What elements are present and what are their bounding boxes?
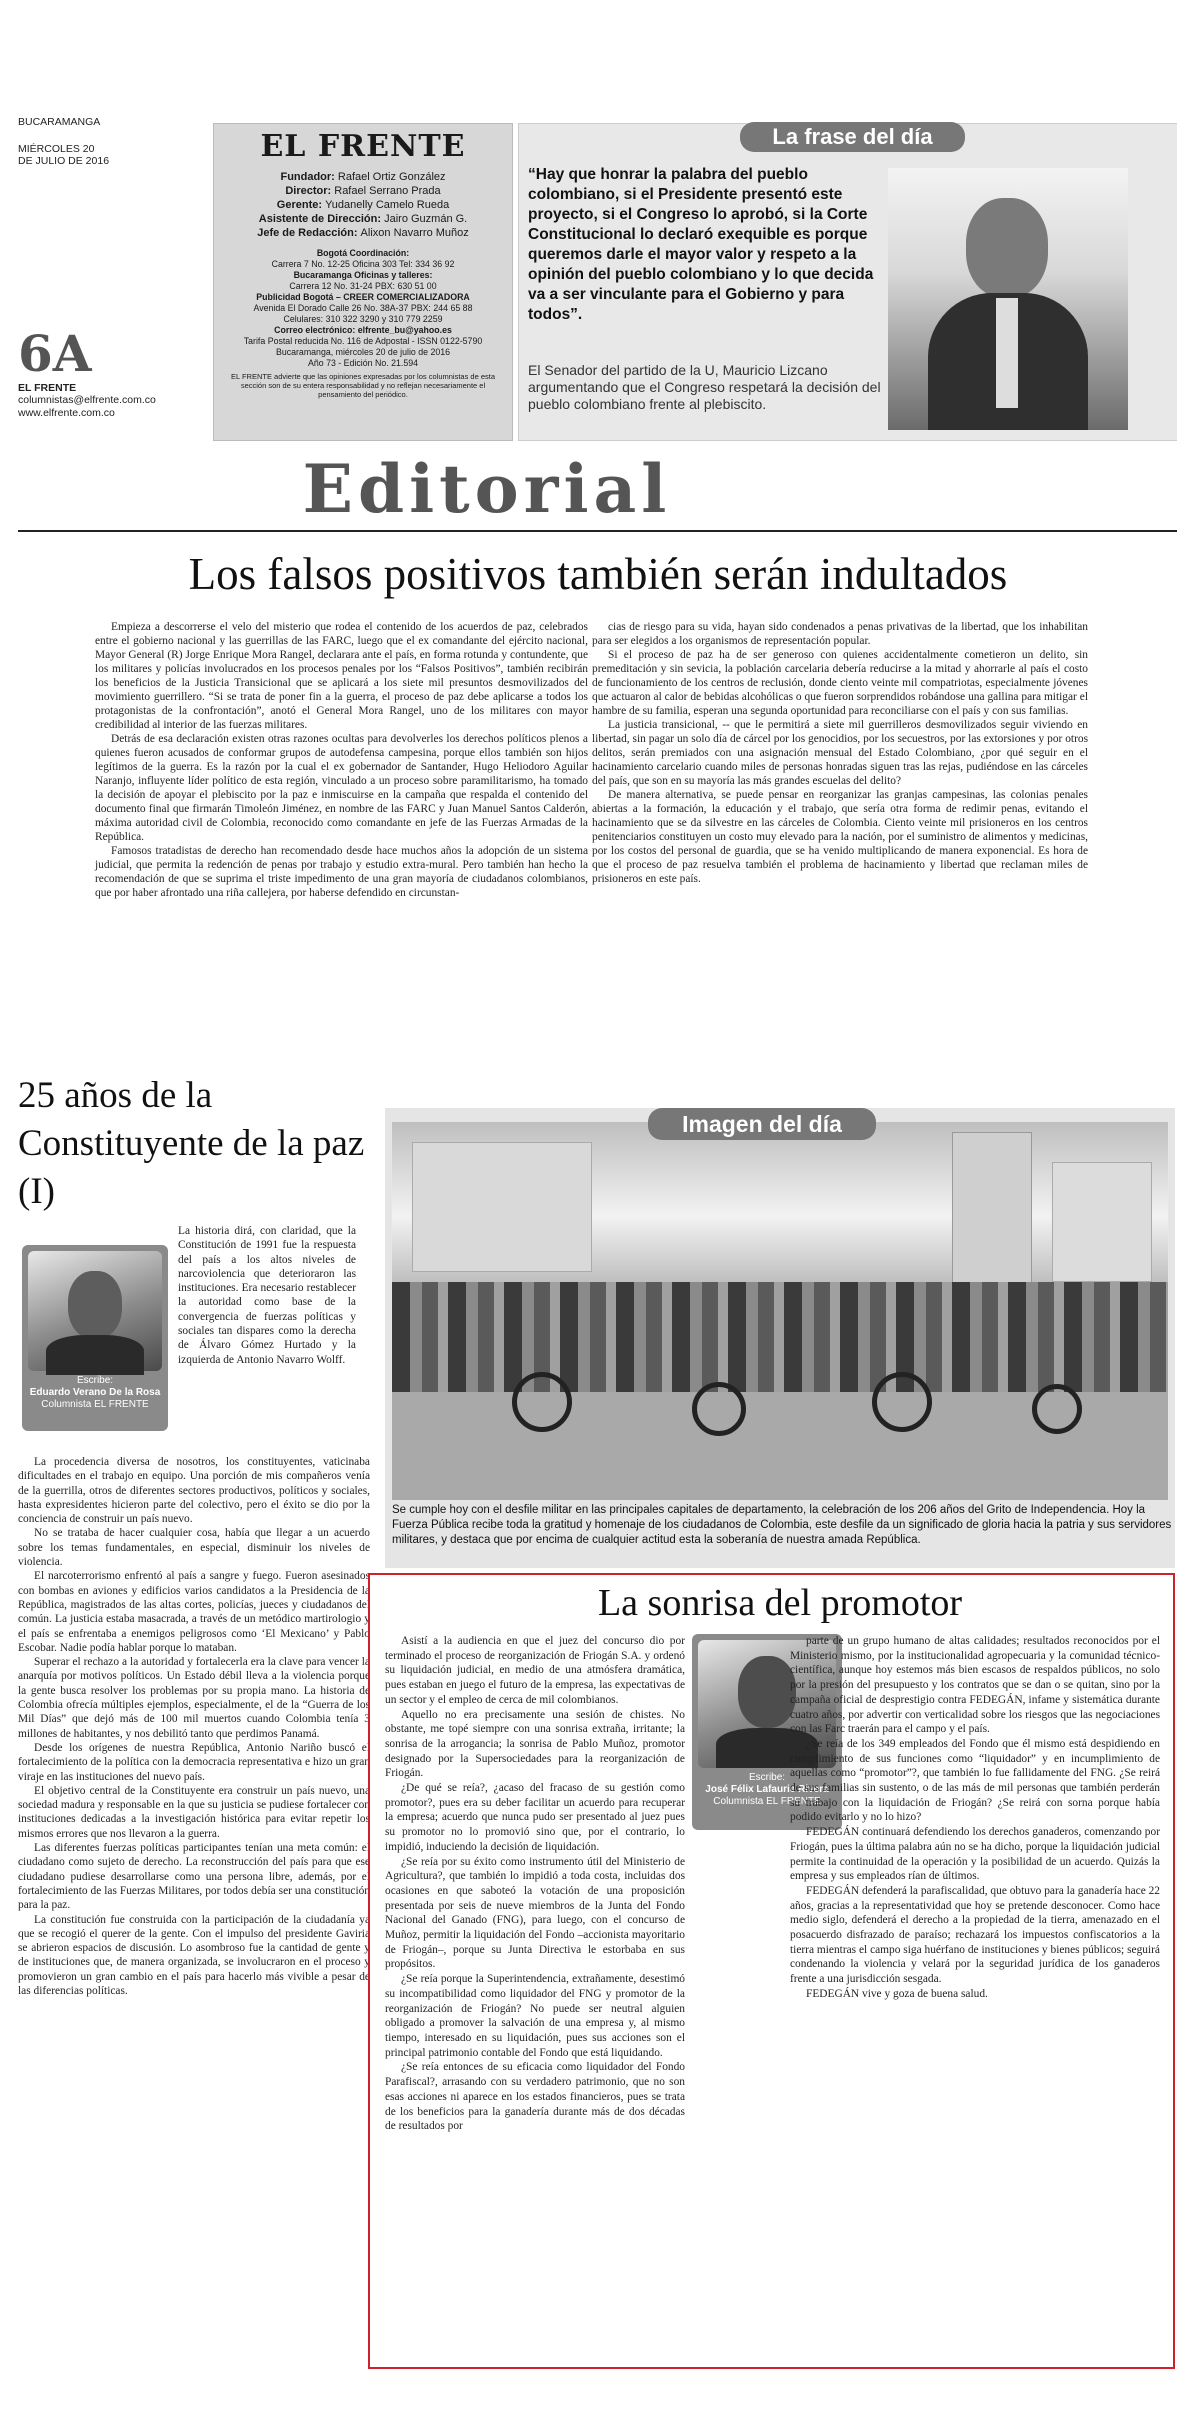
column1-body — [18, 1455, 370, 1998]
frase-label: La frase del día — [740, 122, 965, 152]
paragraph: Las diferentes fuerzas políticas participantes tenían una meta común: el ciudadano como sujeto de derecho. La reconstrucción del país para que ese ciudadano pudiese desarrollarse como una persona libre, además, por el fortalecimiento de las Fuerzas Militares, por todos debía ser una constitución para la paz. — [18, 1842, 370, 1912]
city: BUCARAMANGA — [18, 116, 101, 128]
staff-line — [222, 170, 504, 184]
paragraph: ¿Se reía entonces de su eficacia como liquidador del Fondo Parafiscal?, arrasando con su verdadero patrimonio, que no son esas acciones ni aparece en los estados financieros, pues se trata de los beneficios para la ganadería durante más de dos décadas de resultados por — [385, 2061, 685, 2133]
contact-line: Bogotá Coordinación: — [316, 248, 410, 258]
contact-line: Año 73 - Edición No. 21.594 — [307, 358, 419, 368]
author-label: Escribe: — [748, 1772, 786, 1783]
contact-line: Correo electrónico: elfrente_bu@yahoo.es — [274, 325, 452, 335]
editorial-col1 — [95, 620, 588, 900]
disclaimer: EL FRENTE advierte que las opiniones expresadas por los columnistas de esta sección son de su entera responsabilidad y no reflejan necesariamente el pensamiento del periódico. — [230, 372, 496, 399]
editorial-col2 — [592, 620, 1088, 886]
web-link[interactable]: www.elfrente.com.co — [18, 406, 115, 419]
date-line: DE JULIO DE 2016 — [18, 155, 110, 167]
contact-line: Avenida El Dorado Calle 26 No. 38A-37 PBX: 244 65 88 — [253, 303, 473, 313]
masthead-box — [213, 123, 513, 441]
contact-line: Bucaramanga Oficinas y talleres: — [293, 270, 433, 280]
author-label: Escribe: — [76, 1375, 114, 1386]
paragraph: FEDEGÁN continuará defendiendo los derechos ganaderos, comenzando por Friogán, pues la última palabra aún no se ha dicho, porque la liquidación judicial permite la continuidad de la operación y la posibilidad de un acuerdo. Quizás la empresa y sus empleados rían de últimos. — [790, 1826, 1160, 1883]
page-number: 6A — [18, 323, 92, 383]
contact-line: Carrera 12 No. 31-24 PBX: 630 51 00 — [289, 281, 437, 291]
staff-name: Jairo Guzmán G. — [384, 213, 468, 225]
column1-headline: 25 años de la Constituyente de la paz (I) — [18, 1075, 365, 1212]
paragraph: FEDEGÁN defenderá la parafiscalidad, que obtuvo para la ganadería hace 22 años, gracias a la representatividad que hoy se pretende desconocer. Como hace medio siglo, defenderá el derecho a la propiedad de la tierra, amenazado en el posacuerdo disfrazado de paraíso; rechazará los impuestos confiscatorios a la tierra mientras el campo siga huérfano de instituciones y bienes públicos; seguirá condenando la violencia y velará por la seguridad jurídica de los ganaderos frente a una jurisdicción sesgada. — [790, 1884, 1160, 1986]
header-left — [18, 116, 208, 419]
paragraph: ¿Se reía por su éxito como instrumento útil del Ministerio de Agricultura?, que también lo impidió a toda costa, incluidas dos ocasiones en que saboteó la votación de una proposición presentada por seis de nueve miembros de la Junta del Fondo Nacional del Ganado (FNG), para luego, con el concurso de Muñoz, permitir la liquidación del Fondo –accionista mayoritario de Friogán–, porque su Junta Directiva le estorbaba en sus propósitos. — [385, 1855, 685, 1971]
paragraph: Si el proceso de paz ha de ser generoso con quienes accidentalmente cometieron un delito, sin premeditación y sin sevicia, la población carcelaria debería reducirse a la mitad y ahorrarle al país el costo de funcionamiento de los centros de reclusión, donde ciento veinte mil compatriotas, especialmente jóvenes que actuaron al calor de bebidas alcohólicas o que fueron sorprendidos robándose una gallina para mitigar el hambre de su familia, esperan una segunda oportunidad para reconciliarse con el país y con sus familias. — [592, 649, 1088, 717]
paragraph: Desde los orígenes de nuestra República, Antonio Nariño buscó el fortalecimiento de la política con la democracia representativa e hizo un gran viraje en las instituciones del nuevo país. — [18, 1741, 370, 1783]
paragraph: ¿De qué se reía?, ¿acaso del fracaso de su gestión como promotor?, pues era su deber facilitar un acuerdo para recuperar la empresa; acuerdo que nunca pudo ser presentado al juez pues su promotor no lo promovió sino que, por el contrario, lo impidió, induciendo la decisión de liquidación. — [385, 1782, 685, 1853]
paragraph: cias de riesgo para su vida, hayan sido condenados a penas privativas de la libertad, que los inhabilitan para ser elegidos a los organismos de representación popular. — [592, 621, 1088, 647]
author-card — [22, 1245, 168, 1431]
column1-intro: La historia dirá, con claridad, que la Constitución de 1991 fue la respuesta del país a los altos niveles de narcoviolencia que deterioraron las instituciones. Era necesario restablecer la autoridad como base de la convergencia de fuerzas políticas y sociales tan dispares como la derecha de Álvaro Gómez Hurtado y la izquierda de Antonio Navarro Wolff. — [178, 1225, 356, 1366]
staff-name: Rafael Ortiz González — [337, 171, 446, 183]
staff-role: Gerente: — [276, 199, 326, 211]
paragraph: ¿Se reía de los 349 empleados del Fondo que él mismo está despidiendo en cumplimiento de sus funciones como “liquidador” y en incumplimiento de aquellas como “promotor”?, que también lo fue fallidamente del FNG. ¿Se reirá de sus familias sin sustento, o de las más de mil personas que también perderán su trabajo con la liquidación de Friogán? ¿Se reirá con sorna porque había podido evitarlo y no lo hizo? — [790, 1737, 1160, 1824]
staff-list — [222, 170, 504, 240]
paragraph: Detrás de esa declaración existen otras razones ocultas para devolverles los derechos políticos plenos a quienes fueron acusados de conformar grupos de autodefensa campesina, porque ellos también son hijos legítimos de la guerra. Es la razón por la cual el ex gobernador de Santander, Hugo Heliodoro Aguilar Naranjo, influyente líder político de esta región, vinculado a un proceso sobre paramilitarismo, ha tomado la decisión de apoyar el plebiscito por la paz e inmiscuirse en la campaña que respalda el contenido del documento final que firmarán Timoleón Jiménez, en nombre de las FARC y Juan Manuel Santos Calderón, máxima autoridad civil de Colombia, reconocido como comandante en jefe de las Fuerzas Armadas de la República. — [95, 733, 588, 843]
paragraph: La procedencia diversa de nosotros, los constituyentes, vaticinaba dificultades en el trabajo en equipo. Una porción de mis compañeros venía de la guerrilla, otros de diferentes sectores productivos, políticos y sociales, hasta expresidentes hicieron parte del colectivo, pero el éxito se dio por la conciencia de construir un país nuevo. — [18, 1456, 370, 1526]
paragraph: No se trataba de hacer cualquier cosa, había que llegar a un acuerdo sobre los temas fundamentales, en especial, disminuir los niveles de violencia. — [18, 1527, 370, 1569]
staff-line — [222, 226, 504, 240]
section-title: Editorial — [302, 450, 672, 528]
frase-quote: “Hay que honrar la palabra del pueblo colombiano, si el Presidente presentó este proyecto, si el Congreso lo aprobó, si la Corte Constitucional lo declaró exequible es porque queremos darle el mayor valor y respeto a la opinión del pueblo colombiano y lo que decida va a ser vinculante para el Gobierno y para todos”. — [528, 166, 874, 323]
paragraph: Aquello no era precisamente una sesión de chistes. No obstante, me topé siempre con una sonrisa extraña, irritante; la sonrisa de la arrogancia; la sonrisa de Pablo Muñoz, promotor designado por la Supersociedades para la reorganización de Friogán. — [385, 1708, 685, 1780]
frase-attribution: El Senador del partido de la U, Mauricio Lizcano argumentando que el Congreso respetará la decisión del pueblo colombiano frente al plebiscito. — [528, 362, 881, 412]
staff-line — [222, 212, 504, 226]
staff-name: Rafael Serrano Prada — [334, 185, 441, 197]
masthead-title: EL FRENTE — [260, 129, 466, 164]
paragraph: El objetivo central de la Constituyente era construir un país nuevo, una sociedad madura y responsable en la que su justicia se pudiese fortalecer con instituciones dedicadas a la investigación histórica para evitar repetir los mismos errores que nos llevaron a la guerra. — [18, 1784, 370, 1840]
contact-line: Publicidad Bogotá – CREER COMERCIALIZADORA — [256, 292, 470, 302]
author-role: Columnista EL FRENTE — [41, 1399, 149, 1410]
contact-line: Celulares: 310 322 3290 y 310 779 2259 — [283, 314, 443, 324]
staff-role: Director: — [285, 185, 335, 197]
column2-headline: La sonrisa del promotor — [597, 1582, 963, 1624]
contact-line: Bucaramanga, miércoles 20 de julio de 2016 — [275, 347, 451, 357]
column2-col2 — [790, 1634, 1160, 2002]
staff-line — [222, 198, 504, 212]
contact-list — [222, 248, 504, 369]
paragraph: La constitución fue construida con la participación de la ciudadanía ya que se recogió el querer de la gente. Con el impulso del presidente Gaviria se abrieron espacios de discusión. Lo asombroso fue la cantidad de gente y de instituciones que, de manera organizada, se involucraron en el proceso y promovieron un gran cambio en el país para hacerlo más vivible a pesar de las diferencias políticas. — [18, 1913, 370, 1997]
contact-line: Carrera 7 No. 12-25 Oficina 303 Tel: 334 36 92 — [271, 259, 455, 269]
paragraph: Famosos tratadistas de derecho han recomendado desde hace muchos años la adopción de un sistema judicial, que permita la redención de penas por trabajo y estudio extra-mural. Pero también han hecho la recomendación de que se suprima el triste impedimento de una gran mayoría de ciudadanos colombianos, que por haber afrontado una riña callejera, por haberse defendido en circunstan- — [95, 845, 588, 899]
paragraph: El narcoterrorismo enfrentó al país a sangre y fuego. Fueron asesinados con bombas en aviones y edificios varios candidatos a la Presidencia de la República, magistrados de las altas cortes, policías, jueces y ciudadanos del común. La justicia estaba masacrada, a través de un metódico martirologio y el país se enfrentaba a enemigos peligrosos como ‘El Mexicano’ y Pablo Escobar. Nadie podía hablar porque lo mataban. — [18, 1570, 370, 1654]
author-name: José Félix Lafaurie Rivera — [705, 1784, 829, 1795]
staff-role: Asistente de Dirección: — [258, 213, 385, 225]
date-line: MIÉRCOLES 20 — [18, 142, 95, 155]
imagen-label: Imagen del día — [648, 1108, 876, 1140]
paragraph: Asistí a la audiencia en que el juez del concurso dio por terminado el proceso de reorganización de Friogán S.A. y ordenó su liquidación judicial, en medio de una atmósfera dramática, pues estaban en juego el futuro de la empresa, las expectativas de un sector y el empleo de cerca de mil colombianos. — [385, 1635, 685, 1706]
author-role: Columnista EL FRENTE — [713, 1796, 821, 1807]
parade-photo — [392, 1122, 1168, 1500]
paragraph: parte de un grupo humano de altas calidades; resultados reconocidos por el Ministerio mismo, por la institucionalidad agropecuaria y la comunidad técnico-científica, aunque hoy estemos más bien escasos de respaldos públicos, no solo por la presión del presupuesto y los contratos que se dan o se quitan, sino por la campaña oficial de desprestigio contra FEDEGÁN, infame y sistemática durante cuatro años, por advertir con verticalidad sobre los riesgos que las negociaciones con las Farc traerán para el campo y el país. — [790, 1635, 1160, 1736]
paragraph: Empieza a descorrerse el velo del misterio que rodea el contenido de los acuerdos de paz, celebrados entre el gobierno nacional y las guerrillas de las FARC, luego que el ex comandante del ejército nacional, Mayor General (R) Jorge Enrique Mora Rangel, declarara ante el país, en forma rotunda y contundente, que los militares y policías involucrados en los procesos penales por los “Falsos Positivos”, también recibirán los beneficios de la Justicia Transicional que se aplicará a los siete mil presuntos desmovilizados del movimiento guerrillero. “Si se trata de poner fin a la guerra, el proceso de paz debe aplicarse a todos los protagonistas de la confrontación”, anotó el General Mora Rangel, uno de los militares con mayor credibilidad al interior de las fuerzas militares. — [95, 621, 588, 731]
staff-line — [222, 184, 504, 198]
paragraph: ¿Se reía porque la Superintendencia, extrañamente, desestimó su incompatibilidad como liquidador del FNG y promotor de la reorganización de Friogán? No puede ser neutral alguien obligado a promover la salvación de una empresa y, al mismo tiempo, interesado en su liquidación, pues sus acciones son el principal patrimonio contable del Fondo que está liquidando. — [385, 1973, 685, 2059]
paragraph: Superar el rechazo a la autoridad y fortalecerla era la clave para vencer la anarquía por motivos políticos. Un Estado débil lleva a la violencia porque la gente busca resolver los problemas por su propia mano. La historia de Colombia ofrecía múltiples ejemplos, especialmente, el de la “Guerra de los Mil Días” que dejó más de 100 mil muertos cuando Colombia tenía 3 millones de habitantes, y nos debilitó tanto que perdimos Panamá. — [18, 1656, 370, 1740]
editorial-headline: Los falsos positivos también serán indultados — [188, 549, 1008, 599]
email-link[interactable]: columnistas@elfrente.com.co — [18, 394, 156, 406]
author-photo — [28, 1251, 162, 1371]
paragraph: La justicia transicional, -- que le permitirá a siete mil guerrilleros desmovilizados seguir viviendo en libertad, sin pagar un solo día de cárcel por los genocidios, por los secuestros, por las extorsiones y por otros delitos, serán premiados con una asignación mensual del Estado Colombiano, ¿por qué seguir en el hacinamiento carcelario cuando miles de personas honradas siguen tras las rejas, pudiéndose en las cárceles del país, que son en su mayoría las más grandes escuelas del delito? — [592, 719, 1088, 787]
imagen-caption: Se cumple hoy con el desfile militar en las principales capitales de departamento, la celebración de los 206 años del Grito de Independencia. Hoy la Fuerza Pública recibe toda la gratitud y homenaje de los ciudadanos de Colombia, este desfile da un significado de gloria hacia la patria y sus servidores militares, y destaca que por encima de cualquier actitud esta la soberanía de nuestra amada República. — [392, 1504, 1172, 1546]
contact-line: Tarifa Postal reducida No. 116 de Adpostal - ISSN 0122-5790 — [243, 336, 483, 346]
section-rule — [18, 530, 1177, 532]
author-name: Eduardo Verano De la Rosa — [29, 1387, 161, 1398]
staff-name: Yudanelly Camelo Rueda — [325, 199, 450, 211]
column2-col1 — [385, 1634, 685, 2134]
paragraph: De manera alternativa, se puede pensar en reorganizar las granjas campesinas, las colonias penales abiertas a la formación, la educación y el trabajo, que sería otra forma de redimir penas, evitando el hacinamiento que se da silvestre en las cárceles de Colombia. Ciento veinte mil prisioneros en los centros penitenciarios constituyen un costo muy elevado para la nación, por el suministro de alimentos y medicinas, por los costos del personal de guardia, que se ha venido multiplicando de manera exponencial. Es hora de que el proceso de paz resuelva también el problema de hacinamiento y libertad que reclaman miles de prisioneros en este país. — [592, 789, 1088, 885]
staff-role: Jefe de Redacción: — [257, 227, 361, 239]
staff-name: Alixon Navarro Muñoz — [360, 227, 469, 239]
senator-photo — [888, 168, 1128, 430]
paragraph: FEDEGÁN vive y goza de buena salud. — [806, 1987, 988, 2000]
staff-role: Fundador: — [280, 171, 338, 183]
paper-name: EL FRENTE — [18, 381, 77, 394]
